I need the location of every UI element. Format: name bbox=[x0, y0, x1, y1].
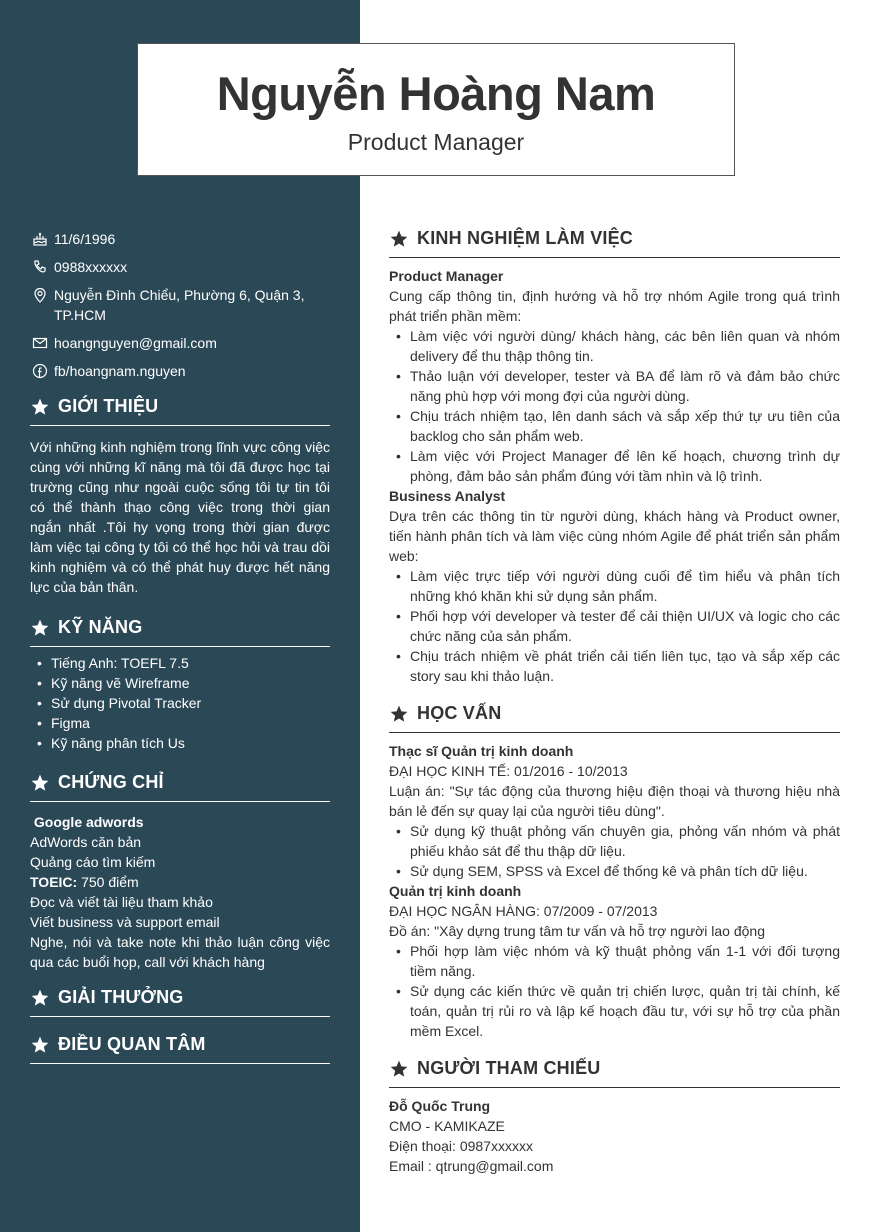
degree-bachelor bbox=[389, 881, 840, 1041]
list-item: • Kỹ năng vẽ Wireframe bbox=[30, 673, 330, 693]
toeic-line bbox=[30, 872, 330, 892]
list-item: • Sử dụng kỹ thuật phỏng vấn chuyên gia, phỏng vấn nhóm và phát phiếu khảo sát để thu thập dữ liệu. bbox=[389, 821, 840, 861]
location-pin-icon bbox=[30, 285, 50, 305]
contact-address bbox=[30, 285, 330, 325]
job-product-manager bbox=[389, 266, 840, 486]
certificates-title: CHỨNG CHỈ bbox=[58, 772, 164, 792]
list-item: • Làm việc với Project Manager để lên kế hoạch, chương trình dự phòng, đảm bảo sản phẩm đúng với tầm nhìn và lộ trình. bbox=[389, 446, 840, 486]
list-item: • Chịu trách nhiệm tạo, lên danh sách và sắp xếp thứ tự ưu tiên của backlog cho sản phẩm web. bbox=[389, 406, 840, 446]
google-line: Quảng cáo tìm kiếm bbox=[30, 854, 156, 870]
mail-icon bbox=[30, 333, 50, 353]
interests-title: ĐIỀU QUAN TÂM bbox=[58, 1034, 206, 1054]
star-icon bbox=[389, 704, 409, 724]
job-title: Product Manager bbox=[347, 129, 525, 155]
facebook-icon bbox=[30, 361, 50, 381]
contact-phone bbox=[30, 257, 330, 277]
skills-section bbox=[30, 617, 330, 753]
list-item: • Thảo luận với developer, tester và BA để làm rõ và đảm bảo chức năng phù hợp với mong đợi của người dùng. bbox=[389, 366, 840, 406]
google-adwords-title: Google adwords bbox=[30, 814, 144, 830]
star-icon bbox=[30, 773, 50, 793]
certificates-body bbox=[30, 812, 330, 972]
star-icon bbox=[30, 618, 50, 638]
facebook-text[interactable]: fb/hoangnam.nguyen bbox=[54, 363, 186, 379]
list-item: • Sử dụng SEM, SPSS và Excel để thống kê và phân tích dữ liệu. bbox=[389, 861, 840, 881]
job-role: Product Manager bbox=[389, 268, 504, 284]
degree-school: ĐẠI HỌC NGÂN HÀNG: 07/2009 - 07/2013 bbox=[389, 903, 658, 919]
list-item: • Phối hợp làm việc nhóm và kỹ thuật phỏng vấn 1-1 với đối tượng tiềm năng. bbox=[389, 941, 840, 981]
list-item: • Figma bbox=[30, 713, 330, 733]
job-duties bbox=[389, 566, 840, 686]
toeic-line: Đọc và viết tài liệu tham khảo bbox=[30, 894, 213, 910]
star-icon bbox=[30, 988, 50, 1008]
reference-name: Đỗ Quốc Trung bbox=[389, 1098, 491, 1114]
list-item: • Tiếng Anh: TOEFL 7.5 bbox=[30, 653, 330, 673]
job-duties bbox=[389, 326, 840, 486]
address-text: Nguyễn Đình Chiểu, Phường 6, Quận 3, TP.HCM bbox=[54, 287, 305, 323]
header-box bbox=[137, 43, 735, 176]
phone-icon bbox=[30, 257, 50, 277]
skills-heading bbox=[30, 617, 330, 647]
degree-mba bbox=[389, 741, 840, 881]
reference-section bbox=[389, 1058, 840, 1176]
toeic-line: Viết business và support email bbox=[30, 914, 220, 930]
list-item: • Làm việc trực tiếp với người dùng cuối để tìm hiểu và phân tích những khó khăn khi sử dụng sản phẩm. bbox=[389, 566, 840, 606]
list-item: • Phối hợp với developer và tester để cải thiện UI/UX và logic cho các chức năng của sản phẩm. bbox=[389, 606, 840, 646]
list-item: • Làm việc với người dùng/ khách hàng, các bên liên quan và nhóm delivery để thu thập thông tin. bbox=[389, 326, 840, 366]
star-icon bbox=[30, 1035, 50, 1055]
job-role: Business Analyst bbox=[389, 488, 506, 504]
job-description: Cung cấp thông tin, định hướng và hỗ trợ nhóm Agile trong quá trình phát triển phần mềm: bbox=[389, 288, 840, 324]
reference-email: Email : qtrung@gmail.com bbox=[389, 1158, 554, 1174]
star-icon bbox=[389, 1059, 409, 1079]
skills-list bbox=[30, 653, 330, 753]
list-item: • Sử dụng Pivotal Tracker bbox=[30, 693, 330, 713]
degree-details bbox=[389, 941, 840, 1041]
intro-title: GIỚI THIỆU bbox=[58, 396, 159, 416]
reference-body bbox=[389, 1096, 840, 1176]
contact-info bbox=[30, 229, 330, 389]
birthday-text: 11/6/1996 bbox=[54, 231, 116, 247]
degree-thesis: Đồ án: "Xây dựng trung tâm tư vấn và hỗ trợ người lao động bbox=[389, 923, 765, 939]
degree-details bbox=[389, 821, 840, 881]
reference-heading bbox=[389, 1058, 840, 1088]
certificates-section bbox=[30, 772, 330, 972]
toeic-line: Nghe, nói và take note khi thảo luận công việc qua các buổi họp, call với khách hàng bbox=[30, 934, 330, 970]
job-business-analyst bbox=[389, 486, 840, 686]
toeic-score: 750 điểm bbox=[77, 874, 139, 890]
star-icon bbox=[30, 397, 50, 417]
list-item: • Sử dụng các kiến thức về quản trị chiến lược, quản trị tài chính, kế toán, quản trị rủi ro và lập kế hoạch đầu tư, với sự hỗ trợ của phần mềm Excel. bbox=[389, 981, 840, 1041]
list-item: • Kỹ năng phân tích Us bbox=[30, 733, 330, 753]
degree-name: Quản trị kinh doanh bbox=[389, 883, 522, 899]
education-heading bbox=[389, 703, 840, 733]
contact-email bbox=[30, 333, 330, 353]
reference-phone: Điện thoại: 0987xxxxxx bbox=[389, 1138, 533, 1154]
intro-section bbox=[30, 396, 330, 597]
awards-title: GIẢI THƯỞNG bbox=[58, 987, 184, 1007]
list-item: • Chịu trách nhiệm về phát triển cải tiến liên tục, tạo và sắp xếp các story sau khi thảo luận. bbox=[389, 646, 840, 686]
certificates-heading bbox=[30, 772, 330, 802]
experience-title: KINH NGHIỆM LÀM VIỆC bbox=[417, 228, 634, 248]
awards-heading bbox=[30, 987, 330, 1017]
degree-thesis: Luận án: "Sự tác động của thương hiệu điện thoại và thương hiệu nhà bán lẻ đến sự quay lại của người tiêu dùng". bbox=[389, 783, 840, 819]
job-description: Dựa trên các thông tin từ người dùng, khách hàng và Product owner, tiến hành phân tích và làm việc cùng nhóm Agile để phát triển sản phẩm web: bbox=[389, 508, 840, 564]
phone-text[interactable]: 0988xxxxxx bbox=[54, 259, 128, 275]
experience-heading bbox=[389, 228, 840, 258]
awards-section bbox=[30, 987, 330, 1017]
google-line: AdWords căn bản bbox=[30, 834, 142, 850]
email-text[interactable]: hoangnguyen@gmail.com bbox=[54, 335, 217, 351]
full-name: Nguyễn Hoàng Nam bbox=[216, 67, 656, 120]
education-section bbox=[389, 703, 840, 1041]
interests-heading bbox=[30, 1034, 330, 1064]
skills-title: KỸ NĂNG bbox=[58, 617, 143, 637]
reference-position: CMO - KAMIKAZE bbox=[389, 1118, 505, 1134]
experience-section bbox=[389, 228, 840, 686]
interests-section bbox=[30, 1034, 330, 1064]
intro-text: Với những kinh nghiệm trong lĩnh vực công việc cùng với những kĩ năng mà tôi đã được học tại trường cũng như ngoài cuộc sống tôi tự tin tôi có thể thành thạo công việc trong thời gian ngắn nhất .Tôi hy vọng trong thời gian được làm việc tại công ty tôi có thể học hỏi và trau dồi kinh nghiệm và có thể phát huy được hết năng lực của bản thân. bbox=[30, 439, 330, 595]
intro-heading bbox=[30, 396, 330, 426]
degree-school: ĐẠI HỌC KINH TẾ: 01/2016 - 10/2013 bbox=[389, 763, 628, 779]
education-title: HỌC VẤN bbox=[417, 703, 502, 723]
degree-name: Thạc sĩ Quản trị kinh doanh bbox=[389, 743, 574, 759]
star-icon bbox=[389, 229, 409, 249]
cake-icon bbox=[30, 229, 50, 249]
reference-title: NGƯỜI THAM CHIẾU bbox=[417, 1058, 601, 1078]
toeic-label: TOEIC: bbox=[30, 874, 78, 890]
contact-facebook bbox=[30, 361, 330, 381]
contact-birthday bbox=[30, 229, 330, 249]
